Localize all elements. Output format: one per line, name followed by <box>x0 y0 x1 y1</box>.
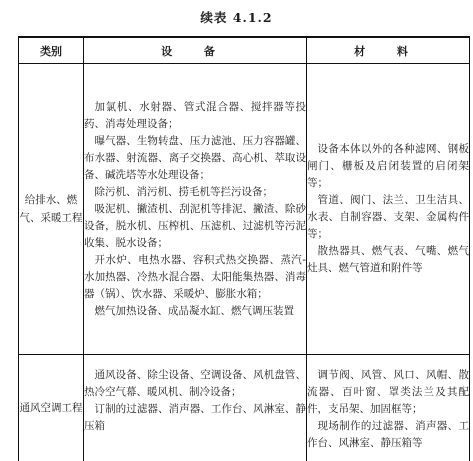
materials-cell <box>307 64 470 355</box>
table-row <box>19 64 470 355</box>
category-label: 给排水、燃气、采暖工程 <box>19 194 83 224</box>
equipment-item: 通风设备、除尘设备、空调设备、风机盘管、热冷空气幕、暖风机、制冷设备； <box>84 369 306 398</box>
header-equipment: 设 备 <box>84 37 307 64</box>
equipment-item: 加氯机、水射器、管式混合器、搅拌器等投药、消毒处理设备； <box>84 100 306 130</box>
material-item: 管道、阀门、法兰、卫生洁具、水表、自制容器、支架、金属构件等； <box>307 194 469 240</box>
material-item: 调节阀、风管、风口、风帽、散流器、百叶窗、罩类法兰及其配件，支吊架、加固框等； <box>307 369 469 415</box>
equipment-cell <box>84 64 307 355</box>
header-materials: 材 料 <box>307 37 470 64</box>
category-cell <box>19 355 84 461</box>
equipment-item: 吸泥机、撇渣机、刮泥机等排泥、撇渣、除砂设备，脱水机、压榨机、压滤机、过滤机等污泥收集、脱水设备； <box>84 202 306 249</box>
header-category: 类别 <box>19 37 84 64</box>
materials-cell <box>307 355 470 461</box>
equipment-cell <box>84 355 307 461</box>
material-item: 散热器具、燃气表、气嘴、燃气灶具、燃气管道和附件等 <box>307 245 469 274</box>
category-cell <box>19 64 84 355</box>
spec-table <box>18 36 470 461</box>
category-label: 通风空调工程 <box>19 402 83 414</box>
equipment-item: 曝气器、生物转盘、压力滤池、压力容器罐、布水器、射流器、离子交换器、高心机、萃取设备、碱洗塔等水处理设备； <box>84 134 306 181</box>
table-title: 续表 4.1.2 <box>200 10 273 25</box>
table-header-row <box>19 37 470 64</box>
equipment-item: 开水炉、电热水器、容积式热交换器、蒸汽-水加热器、冷热水混合器、太阳能集热器、消毒器（锅）、饮水器、采暖炉、膨胀水箱； <box>84 253 306 300</box>
material-item: 现场制作的过滤器、消声器、工作台、风淋室、静压箱等 <box>307 420 469 449</box>
material-item: 设备本体以外的各种滤网、钢板闸门、栅板及启闭装置的启闭架等； <box>307 143 469 189</box>
equipment-item: 订制的过滤器、消声器、工作台、风淋室、静压箱 <box>84 403 306 432</box>
equipment-item: 除污机、消污机、捞毛机等拦污设备； <box>94 185 273 198</box>
equipment-item: 燃气加热设备、成品凝水缸、燃气调压装置 <box>94 304 294 317</box>
table-row <box>19 355 470 461</box>
